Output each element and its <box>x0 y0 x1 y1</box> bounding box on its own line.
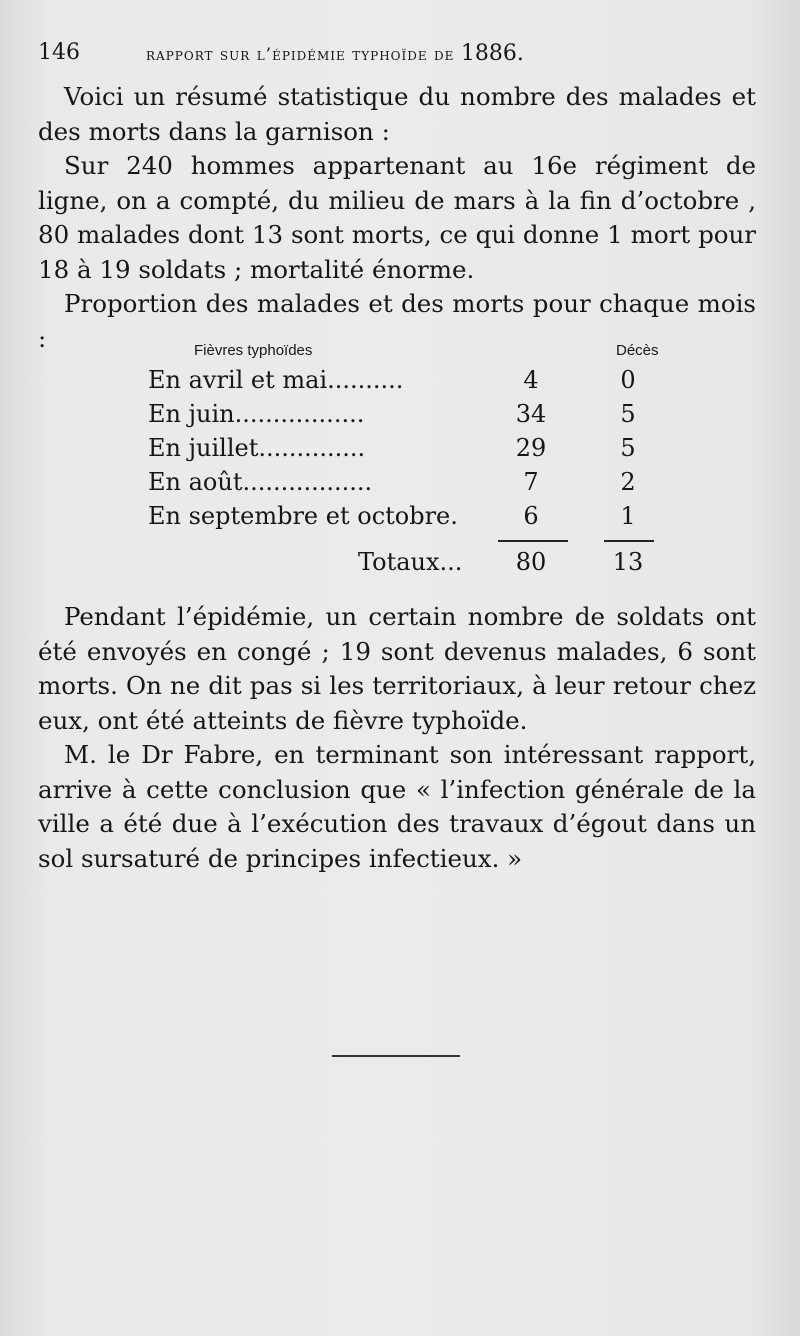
section-end-rule <box>332 1055 460 1057</box>
table-row <box>146 468 666 502</box>
body-text-bottom <box>38 600 756 876</box>
paragraph-proportion-intro: Proportion des malades et des morts pour chaque mois : <box>38 289 756 353</box>
row-deces: 2 <box>620 468 636 496</box>
row-label: En septembre et octobre. <box>148 502 458 530</box>
paragraph-garrison-stats: Sur 240 hommes appartenant au 16e régiment de ligne, on a compté, du milieu de mars à la fin d’octobre , 80 malades dont 13 sont morts, ce qui donne 1 mort pour 18 à 19 soldats ; mortalité énorme. <box>38 151 756 284</box>
sum-rule-fevres <box>498 540 568 542</box>
row-fevres: 4 <box>523 366 539 394</box>
column-header-fevres: Fièvres typhoïdes <box>194 342 313 359</box>
row-deces: 1 <box>620 502 636 530</box>
row-label: En août................. <box>148 468 373 496</box>
paragraph-summary-intro: Voici un résumé statistique du nombre des malades et des morts dans la garnison : <box>38 82 756 146</box>
row-fevres: 6 <box>523 502 539 530</box>
row-label: En avril et mai.......... <box>148 366 404 394</box>
table-row <box>146 400 666 434</box>
statistics-table <box>146 336 666 586</box>
table-row <box>146 434 666 468</box>
row-deces: 5 <box>620 400 636 428</box>
row-fevres: 34 <box>515 400 547 428</box>
table-row <box>146 366 666 400</box>
table-row <box>146 502 666 536</box>
row-fevres: 7 <box>523 468 539 496</box>
page-number: 146 <box>38 40 80 65</box>
paragraph-conclusion: M. le Dr Fabre, en terminant son intéressant rapport, arrive à cette conclusion que « l’infection générale de la ville a été due à l’exécution des travaux d’égout dans un sol sursaturé de principes infectieux. » <box>38 740 756 873</box>
totals-label: Totaux... <box>358 548 463 576</box>
running-title <box>146 41 524 66</box>
running-title-year: 1886. <box>460 41 524 66</box>
row-fevres: 29 <box>515 434 547 462</box>
column-header-deces: Décès <box>616 342 659 359</box>
row-deces: 0 <box>620 366 636 394</box>
running-title-text: rapport sur l’épidémie typhoïde de <box>146 45 455 65</box>
body-text-top <box>38 80 756 356</box>
row-label: En juillet.............. <box>148 434 366 462</box>
totals-fevres: 80 <box>515 548 547 576</box>
paragraph-conge: Pendant l’épidémie, un certain nombre de soldats ont été envoyés en congé ; 19 sont devenus malades, 6 sont morts. On ne dit pas si les territoriaux, à leur retour chez eux, ont été atteints de fièvre typhoïde. <box>38 602 756 735</box>
row-deces: 5 <box>620 434 636 462</box>
totals-deces: 13 <box>612 548 644 576</box>
sum-rule-deces <box>604 540 654 542</box>
row-label: En juin................. <box>148 400 365 428</box>
running-head <box>38 40 758 72</box>
